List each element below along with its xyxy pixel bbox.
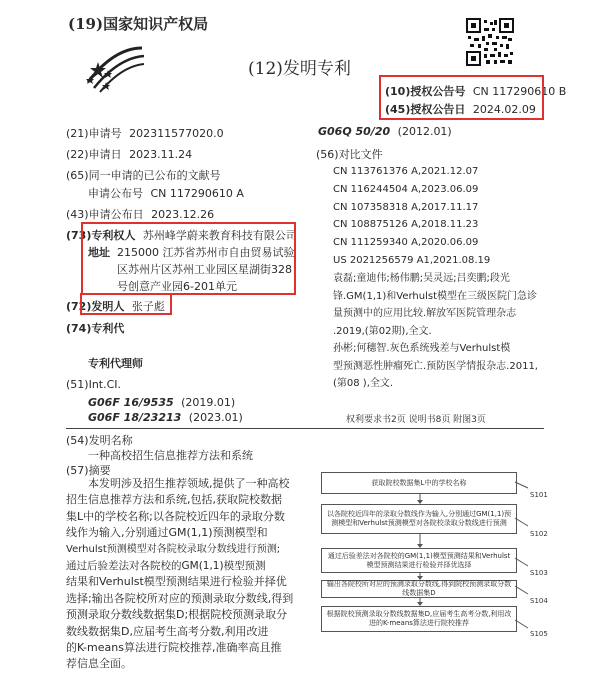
prior-date-value: 2023.12.26: [151, 208, 215, 221]
prior-no-value: CN 117290610 A: [150, 187, 244, 200]
page-info: 权利要求书2页 说明书8页 附图3页: [346, 415, 486, 425]
abstract-line: 预测录取分数线数据集D;根据院校预测录取分: [66, 608, 288, 622]
refs-label: (56)对比文件: [316, 148, 383, 161]
flow-step: 输出各院校所对应的预测录取分数线,得到院校预测录取分数线数据集D: [321, 580, 517, 598]
pub-no-value: CN 117290610 B: [472, 85, 567, 98]
ipc-year: (2023.01): [188, 411, 243, 424]
literature-line: .2019,(第02期),全文.: [333, 325, 432, 337]
office-name: (19)国家知识产权局: [68, 15, 209, 33]
ipc-label: (51)Int.CI.: [66, 378, 122, 391]
title-label: (54)发明名称: [66, 434, 133, 447]
prior-date-row: [66, 206, 214, 222]
highlight-owner: [81, 222, 296, 295]
separator-line: [66, 428, 544, 429]
reference-item: CN 116244504 A,2023.06.09: [333, 183, 479, 195]
cnipa-emblem-icon: [84, 42, 146, 94]
pub-no-label: (10)授权公告号: [385, 85, 466, 98]
app-no-value: 202311577020.0: [129, 127, 224, 140]
abstract-line: 选择;输出各院校所对应的预测录取分数线,得到: [66, 591, 294, 605]
abstract-line: 通过后验差法对各院校的GM(1,1)模型预测: [66, 560, 266, 573]
address-label: 地址: [88, 246, 110, 259]
abstract-line: 线作为输入,分别通过GM(1,1)预测模型和: [66, 526, 268, 540]
reference-item: CN 113761376 A,2021.12.07: [333, 166, 479, 177]
flow-step-number: S104: [530, 597, 548, 605]
abstract-line: 数线数据集D,应届考生高考分数,利用改进: [66, 624, 269, 638]
app-date-label: (22)申请日: [66, 148, 122, 161]
reference-item: CN 107358318 A,2017.11.17: [333, 201, 479, 213]
flow-step-number: S102: [530, 530, 548, 538]
ipc-code: G06F 18/23213: [88, 411, 182, 424]
literature-line: 孙彬;何穗智.灰色系统残差与Verhulst模: [333, 343, 511, 354]
prior-date-label: (43)申请公布日: [66, 208, 144, 221]
reference-item: CN 111259340 A,2020.06.09: [333, 237, 479, 249]
prior-no-label: 申请公布号: [88, 187, 143, 200]
pub-date-label: (45)授权公告日: [385, 103, 466, 116]
owner-label: (73)专利权人: [66, 229, 136, 242]
app-no-row: [66, 125, 224, 141]
ipc-row: [88, 396, 235, 409]
app-date-value: 2023.11.24: [129, 148, 193, 161]
inventor-value: 张子彪: [131, 300, 165, 313]
abstract-line: 集L中的学校名称;以各院校近四年的录取分数: [66, 509, 285, 523]
address-line: 区苏州片区苏州工业园区星湖街328: [117, 263, 292, 276]
abstract-line: 本发明涉及招生推荐领域,提供了一种高校: [88, 477, 290, 490]
app-no-label: (21)申请号: [66, 127, 122, 140]
reference-item: US 2021256579 A1,2021.08.19: [333, 254, 491, 266]
top-ipc-row: [318, 125, 452, 138]
ipc-code: G06F 16/9535: [88, 396, 174, 409]
abstract-line: 结果和Verhulst模型预测结果进行检验并择优: [66, 575, 287, 589]
prior-no-row: [88, 185, 244, 201]
address-line: 号创意产业园6-201单元: [117, 280, 237, 293]
flow-step: 根据院校预测录取分数线数据集D,应届考生高考分数,利用改进的K-means算法进行院校推荐: [321, 606, 517, 632]
highlight-inventor: [80, 293, 172, 315]
literature-line: 型预测恶性肿瘤死亡.预防医学情报杂志.2011,: [333, 360, 538, 372]
flow-step-number: S103: [530, 569, 548, 577]
pub-date-value: 2024.02.09: [472, 103, 536, 116]
owner-value: 苏州峰学蔚来教育科技有限公司: [142, 229, 297, 242]
highlight-pub-info: [379, 75, 544, 120]
prior-pub-label: (65)同一申请的已公布的文献号: [66, 169, 221, 182]
abstract-label: (57)摘要: [66, 464, 111, 477]
flow-step-number: S101: [530, 491, 548, 499]
abstract-line: 荐信息全面。: [66, 657, 132, 671]
app-date-row: [66, 146, 192, 162]
agency-label: (74)专利代: [66, 322, 125, 335]
invention-title: 一种高校招生信息推荐方法和系统: [88, 449, 253, 462]
abstract-line: 的K-means算法进行院校推荐,准确率高且推: [66, 641, 282, 655]
ipc-row: [88, 411, 243, 424]
literature-line: (第08 ),全文.: [333, 378, 394, 389]
reference-item: CN 108875126 A,2018.11.23: [333, 219, 479, 231]
flow-step: 通过后验差法对各院校的GM(1,1)模型预测结果和Verhulst模型预测结果进行检验并择优选择: [321, 548, 517, 573]
abstract-line: 招生信息推荐方法和系统,包括,获取院校数据: [66, 493, 282, 507]
top-ipc-code: G06Q 50/20: [318, 125, 391, 138]
agent-label: 专利代理师: [88, 357, 143, 370]
inventor-label: (72)发明人: [66, 300, 125, 313]
ipc-year: (2019.01): [181, 396, 236, 409]
flow-step: 以各院校近四年的录取分数线作为输入,分别通过GM(1,1)预测模型和Verhulst预测模型对各院校录取分数线进行预测: [321, 504, 517, 534]
abstract-line: Verhulst预测模型对各院校录取分数线进行预测;: [66, 543, 281, 555]
flow-step: 获取院校数据集L中的学校名称: [321, 472, 517, 494]
literature-line: 量预测中的应用比较.解放军医院管理杂志: [333, 308, 517, 319]
top-ipc-year: (2012.01): [397, 125, 452, 138]
non-patent-literature: [333, 270, 538, 393]
qr-code-icon: [466, 18, 514, 66]
literature-line: 袁磊;童迪伟;杨伟鹏;吴灵远;吕奕鹏;段光: [333, 273, 510, 284]
flow-step-number: S105: [530, 630, 548, 638]
document-type: (12)发明专利: [248, 59, 351, 79]
reference-list: [333, 163, 490, 270]
address-line: 215000 江苏省苏州市自由贸易试验: [117, 246, 295, 259]
literature-line: 锋.GM(1,1)和Verhulst模型在三级医院门急诊: [333, 290, 537, 302]
abstract-text: [66, 476, 296, 673]
